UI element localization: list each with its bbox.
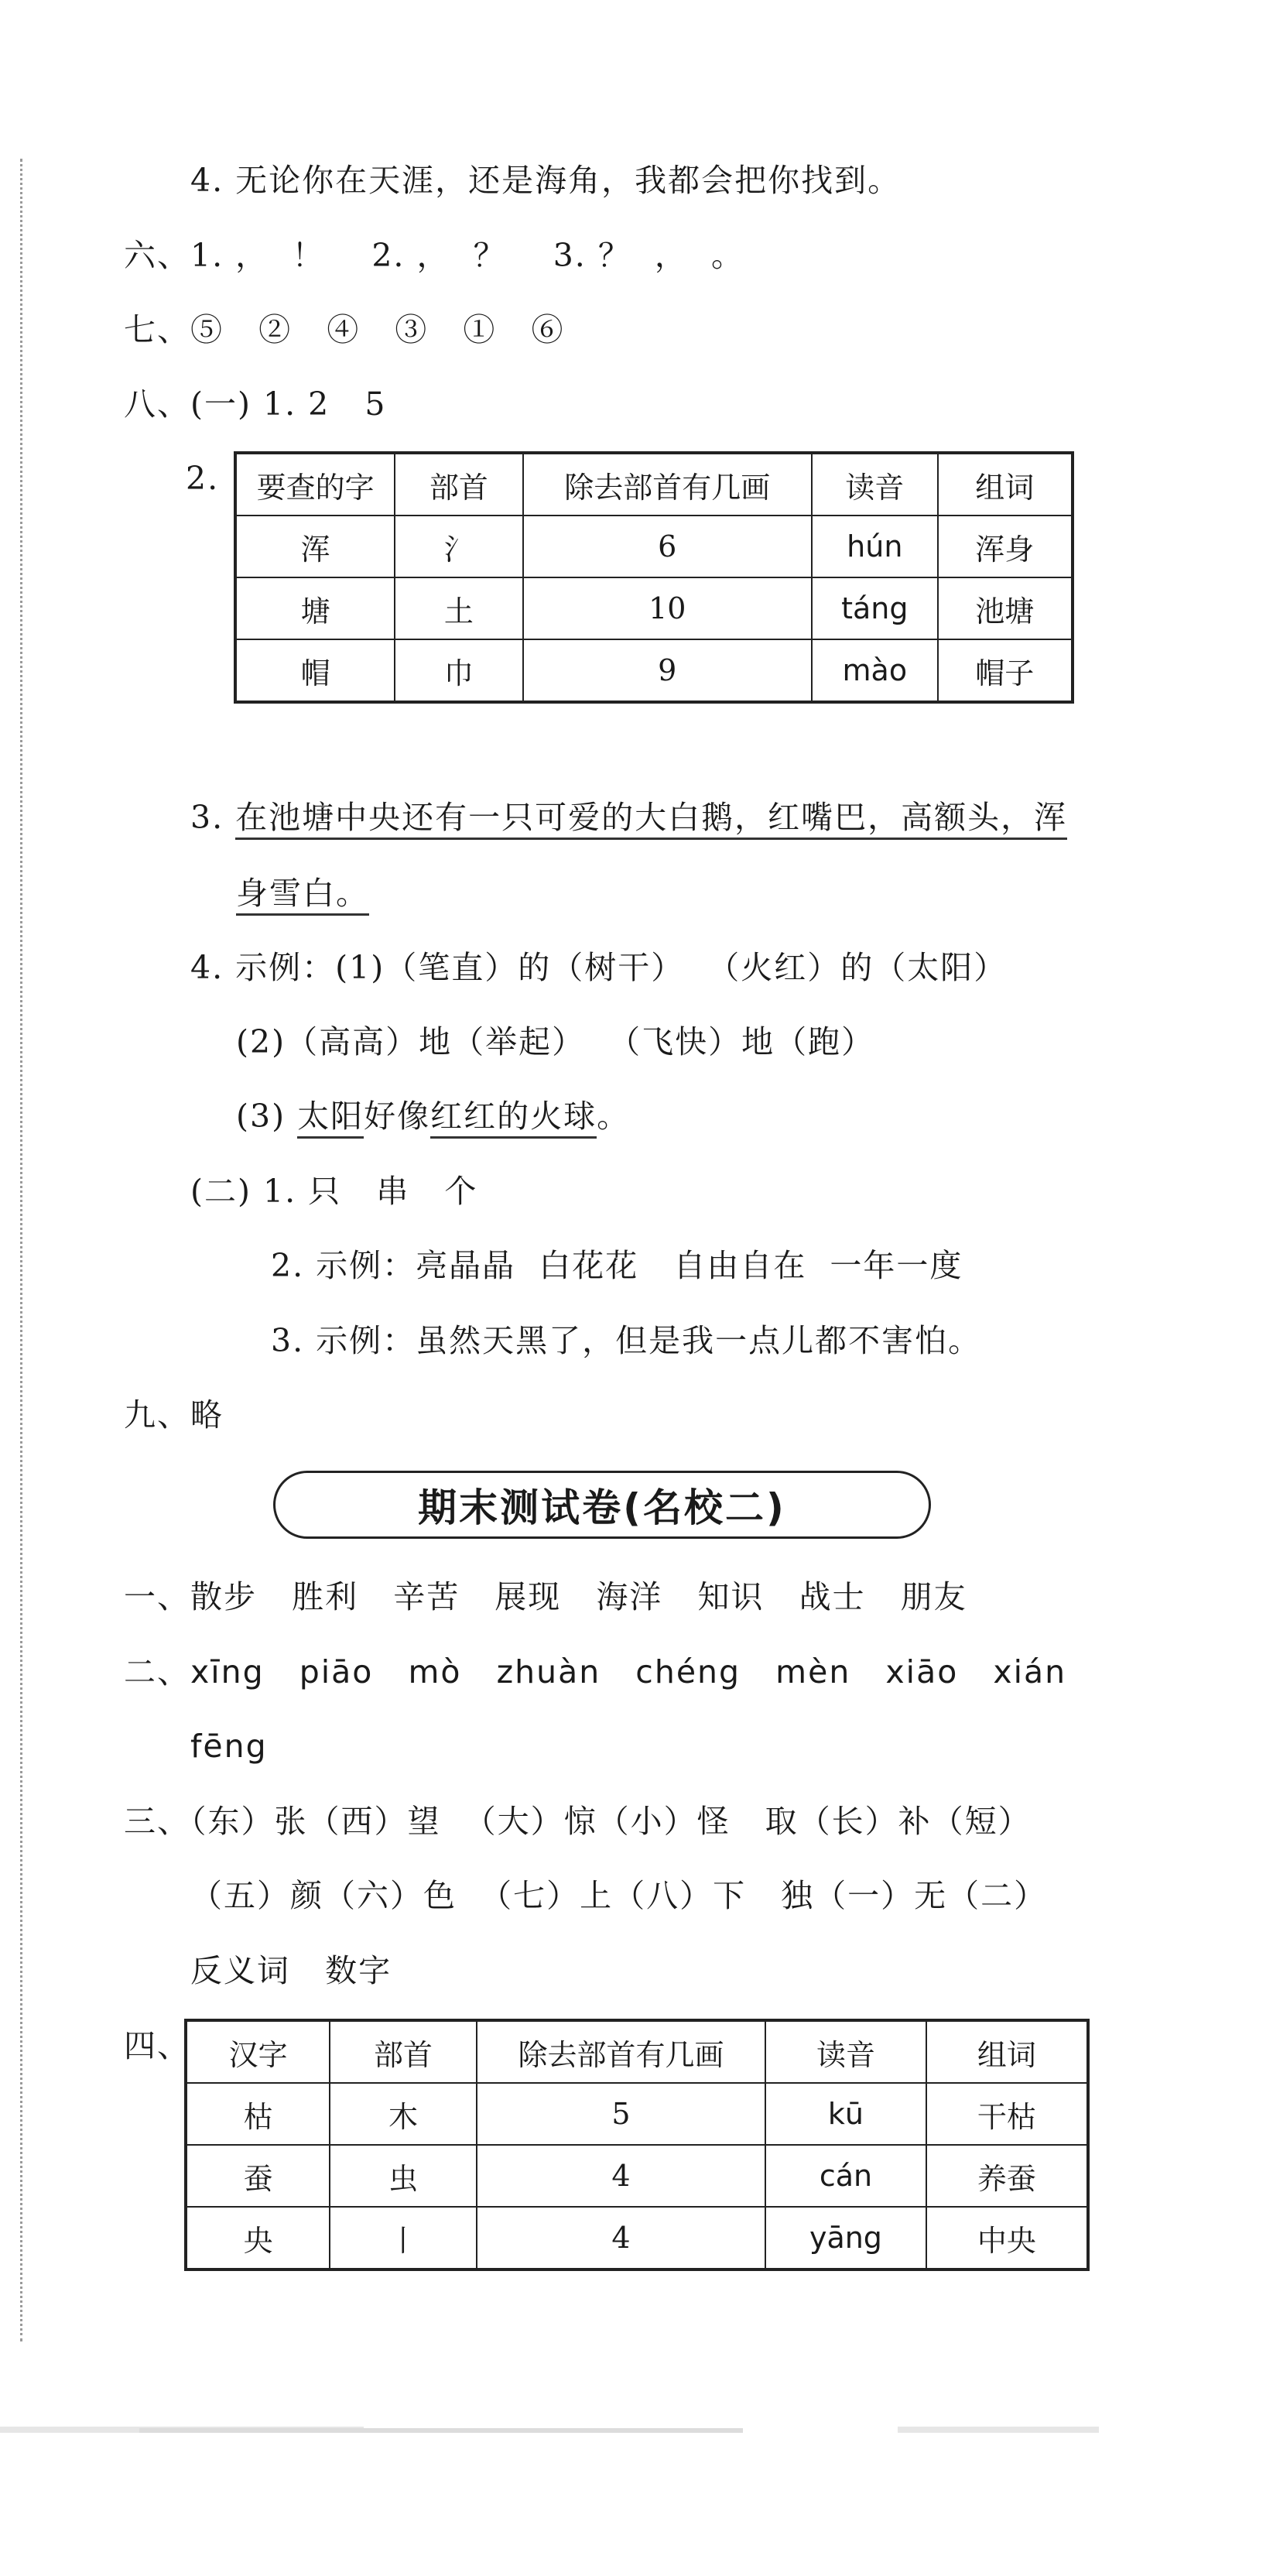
answer-line: [190, 796, 1067, 839]
table-header: 部首: [330, 2020, 476, 2083]
table-cell: 帽子: [938, 639, 1073, 702]
table-cell: 干枯: [926, 2083, 1088, 2145]
answer-section-1: 一、散步 胜利 辛苦 展现 海洋 知识 战士 朋友: [124, 1578, 967, 1615]
table-cell: 10: [523, 577, 812, 639]
answer-section-9: 九、略: [124, 1396, 224, 1434]
table-cell: 4: [477, 2207, 766, 2269]
table-cell: 5: [477, 2083, 766, 2145]
table-cell: 木: [330, 2083, 476, 2145]
table-cell: 丨: [330, 2207, 476, 2269]
table-header: 读音: [812, 453, 938, 516]
underlined-word: 红红的火球: [430, 1098, 597, 1139]
item-number: 3.: [190, 799, 236, 836]
item-number: (3): [236, 1098, 298, 1135]
table-cell: 4: [477, 2145, 766, 2207]
table-cell: 巾: [395, 639, 522, 702]
underlined-sentence: 身雪白。: [236, 875, 369, 916]
table-cell: 浑: [235, 516, 395, 577]
answer-line: (二) 1. 只 串 个: [190, 1173, 478, 1210]
table-header: 读音: [765, 2020, 926, 2083]
plain-word: 好像: [364, 1098, 431, 1135]
table-row: [235, 516, 1073, 577]
table-header: 除去部首有几画: [477, 2020, 766, 2083]
table-cell: 枯: [186, 2083, 330, 2145]
table-header: 部首: [395, 453, 522, 516]
table-cell: 6: [523, 516, 812, 577]
lookup-table-2: [184, 2019, 1090, 2271]
table-cell: 塘: [235, 577, 395, 639]
table-cell: yāng: [765, 2207, 926, 2269]
pinyin-line: fēng: [190, 1728, 268, 1765]
table-row: [235, 577, 1073, 639]
table-header-row: [186, 2020, 1088, 2083]
table-cell: 浑身: [938, 516, 1073, 577]
table-header: 组词: [926, 2020, 1088, 2083]
answer-line: 3. 示例：虽然天黑了，但是我一点儿都不害怕。: [271, 1322, 982, 1359]
bottom-scan-rule: [139, 2428, 743, 2433]
section-banner-title: 期末测试卷(名校二): [273, 1471, 931, 1539]
table-cell: táng: [812, 577, 938, 639]
table-cell: kū: [765, 2083, 926, 2145]
answer-line-continued: [236, 872, 369, 915]
table-header: 组词: [938, 453, 1073, 516]
table-row: [186, 2145, 1088, 2207]
table-cell: 中央: [926, 2207, 1088, 2269]
answer-line: 4. 无论你在天涯，还是海角，我都会把你找到。: [190, 162, 902, 199]
table-row: [186, 2083, 1088, 2145]
table-header-row: [235, 453, 1073, 516]
answer-section-4-label: 四、: [124, 2027, 190, 2064]
table-cell: cán: [765, 2145, 926, 2207]
table-cell: 虫: [330, 2145, 476, 2207]
table-header: 要查的字: [235, 453, 395, 516]
table-cell: mào: [812, 639, 938, 702]
table-row: [235, 639, 1073, 702]
pinyin-line: xīng piāo mò zhuàn chéng mèn xiāo xián: [190, 1653, 1067, 1690]
answer-section-8: 八、(一) 1. 2 5: [124, 385, 387, 423]
table-cell: 蚕: [186, 2145, 330, 2207]
table-row: [186, 2207, 1088, 2269]
underlined-sentence: 在池塘中央还有一只可爱的大白鹅，红嘴巴，高额头，浑: [235, 799, 1067, 840]
table-cell: 帽: [235, 639, 395, 702]
table-cell: 氵: [395, 516, 522, 577]
table-header: 汉字: [186, 2020, 330, 2083]
answer-line: （五）颜（六）色 （七）上（八）下 独（一）无（二）: [190, 1877, 1048, 1914]
table-cell: 池塘: [938, 577, 1073, 639]
answer-section-3: 三、（东）张（西）望 （大）惊（小）怪 取（长）补（短）: [124, 1803, 1032, 1840]
lookup-table-1: [234, 451, 1074, 704]
table-cell: 央: [186, 2207, 330, 2269]
answer-section-6: 六、1. ， ！ 2. ， ？ 3. ？ ， 。: [124, 237, 744, 274]
table-cell: hún: [812, 516, 938, 577]
answer-section-2-label: 二、: [124, 1653, 190, 1690]
punctuation: 。: [597, 1098, 631, 1135]
answer-line: [236, 1094, 630, 1138]
table-cell: 9: [523, 639, 812, 702]
answer-line: (2)（高高）地（举起） （飞快）地（跑）: [236, 1023, 875, 1060]
table-header: 除去部首有几画: [523, 453, 812, 516]
answer-line: 2. 示例：亮晶晶 白花花 自由自在 一年一度: [271, 1247, 963, 1284]
margin-dotted-line: [20, 159, 22, 2341]
answer-section-7: 七、⑤ ② ④ ③ ① ⑥: [124, 311, 565, 348]
table-cell: 土: [395, 577, 522, 639]
underlined-word: 太阳: [297, 1098, 364, 1139]
item-label: 2.: [186, 460, 220, 497]
answer-line: 反义词 数字: [190, 1952, 392, 1989]
table-cell: 养蚕: [926, 2145, 1088, 2207]
bottom-scan-rule: [898, 2427, 1099, 2433]
answer-line: 4. 示例：(1)（笔直）的（树干） （火红）的（太阳）: [190, 949, 1008, 986]
